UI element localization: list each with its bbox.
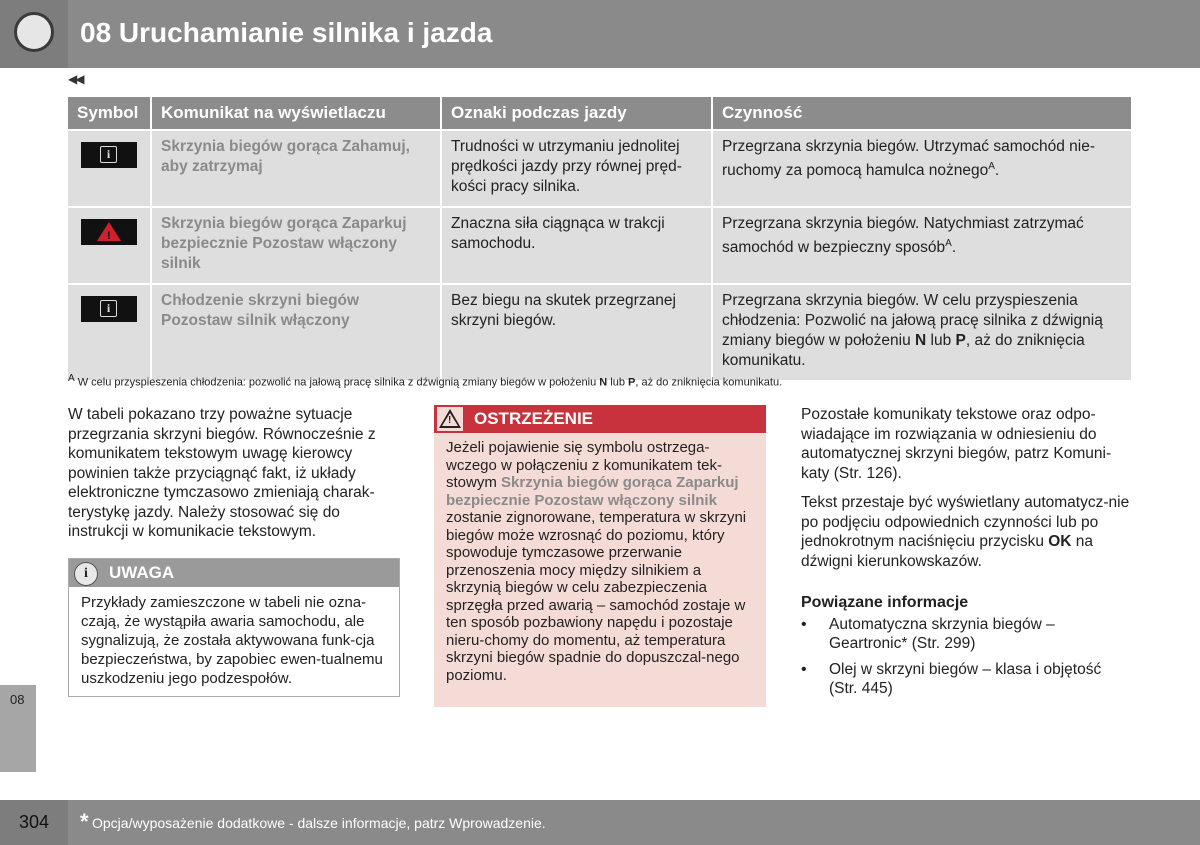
warning-header — [434, 405, 766, 433]
warning-title: OSTRZEŻENIE — [474, 409, 594, 428]
table-footnote: $^A$ W celu przyspieszenia chłodzenia: pozwolić na jałową pracę silnika z dźwignią zmiany biegów w położeniu N lub P, aż do zniknięcia komunikatu. — [68, 373, 783, 389]
table-row — [68, 284, 1131, 380]
warning-text: Jeżeli pojawienie się symbolu ostrzega-wczego w połączeniu z komunikatem tek-stowym Skrzynia biegów gorąca Zaparkuj bezpiecznie Pozostaw włączony silnik zostanie zignorowane, temperatura w skrzyni biegów może wzrosnąć do poziomu, który spowoduje tymczasowe przerwanie przenoszenia mocy między silnikiem a skrzynią biegów w celu zabezpieczenia sprzęgła przed awarią – samochód zostaje w ten sposób pozbawiony napędu i pozostaje nieru-chomy do momentu, aż temperatura skrzyni biegów spadnie do dopuszczal-nego poziomu. — [446, 439, 747, 684]
warning-triangle-icon — [97, 222, 121, 241]
signs-cell: Trudności w utrzymaniu jednolitej prędkości jazdy przy równej pręd-kości pracy silnika. — [441, 130, 712, 207]
chapter-icon-area — [0, 0, 68, 68]
symbol-cell — [68, 284, 151, 380]
message-cell: Skrzynia biegów gorąca Zaparkuj bezpiecznie Pozostaw włączony silnik — [151, 207, 441, 284]
footer-note: Opcja/wyposażenie dodatkowe - dalsze informacje, patrz Wprowadzenie. — [92, 815, 546, 831]
symbol-cell — [68, 207, 151, 284]
footnote-marker: A — [68, 373, 75, 384]
related-info-list — [801, 615, 1133, 699]
messages-reference-paragraph: Pozostałe komunikaty tekstowe oraz odpo-wiadające im rozwiązania w odniesieniu do automatycznej skrzyni biegów, patrz Komuni-katy (Str. 126). — [801, 406, 1112, 482]
signs-cell: Bez biegu na skutek przegrzanej skrzyni biegów. — [441, 284, 712, 380]
symbol-cell — [68, 130, 151, 207]
action-cell: Przegrzana skrzynia biegów. W celu przyspieszenia chłodzenia: Pozwolić na jałową pracę silnika z dźwignią zmiany biegów w położeniu N lub P, aż do zniknięcia komunikatu. — [712, 284, 1131, 380]
right-column — [801, 405, 1133, 705]
note-box — [68, 558, 400, 697]
intro-paragraph: W tabeli pokazano trzy poważne sytuacje przegrzania skrzyni biegów. Równocześnie z komunikatem tekstowym uwagę kierowcy powinien także przyciągnąć fakt, iż układy elektroniczne tymczasowo zmieniają charak-terystykę jazdy. Należy stosować się do instrukcji w komunikacie tekstowym. — [68, 406, 376, 540]
column-header-symbol: Symbol — [68, 97, 151, 130]
transmission-messages-table — [68, 97, 1131, 380]
column-header-action: Czynność — [712, 97, 1131, 130]
related-link-gearbox-oil[interactable]: • Olej w skrzyni biegów – klasa i objętość (Str. 445) — [801, 660, 1133, 699]
info-icon: i — [100, 300, 117, 317]
symbol-display — [81, 296, 137, 322]
signs-cell: Znaczna siła ciągnąca w trakcji samochodu. — [441, 207, 712, 284]
warning-box — [434, 405, 766, 707]
action-cell: Przegrzana skrzynia biegów. Natychmiast zatrzymać samochód w bezpieczny sposób$^A$. — [712, 207, 1131, 284]
warning-highlighted-message: Skrzynia biegów gorąca Zaparkuj bezpiecznie Pozostaw włączony silnik — [446, 474, 739, 509]
page-footer — [0, 800, 1200, 845]
action-cell: Przegrzana skrzynia biegów. Utrzymać samochód nie-ruchomy za pomocą hamulca nożnego$^A$. — [712, 130, 1131, 207]
footnote-ref: A — [945, 238, 952, 249]
message-cell: Chłodzenie skrzyni biegów Pozostaw silnik włączony — [151, 284, 441, 380]
warning-triangle-icon: ! — [437, 407, 463, 431]
message-cell: Skrzynia biegów gorąca Zahamuj, aby zatrzymaj — [151, 130, 441, 207]
table-row — [68, 207, 1131, 284]
page-number: 304 — [19, 812, 50, 832]
chapter-title: 08 Uruchamianie silnika i jazda — [80, 17, 493, 48]
table-row — [68, 130, 1131, 207]
asterisk-icon: * — [80, 809, 89, 834]
back-arrows-icon[interactable]: ◀◀ — [68, 72, 83, 86]
column-header-signs: Oznaki podczas jazdy — [441, 97, 712, 130]
text-disappears-paragraph: Tekst przestaje być wyświetlany automatycz-nie po podjęciu odpowiednich czynności lub po jednokrotnym naciśnięciu przycisku OK na dźwigni kierunkowskazów. — [801, 494, 1130, 570]
symbol-display — [81, 219, 137, 245]
related-link-geartronic[interactable]: • Automatyczna skrzynia biegów – Geartronic* (Str. 299) — [801, 615, 1133, 654]
info-icon: i — [100, 146, 117, 163]
related-info-title: Powiązane informacje — [801, 594, 969, 611]
note-text: Przykłady zamieszczone w tabeli nie ozna-czają, że wystąpiła awaria samochodu, ale sygnalizują, że została aktywowana funk-cja bezpieczeństwa, by zapobiec ewen-tualnemu uszkodzeniu jego podzespołów. — [81, 594, 383, 687]
info-icon: i — [74, 562, 98, 586]
note-header — [69, 559, 399, 587]
steering-wheel-icon — [14, 12, 54, 52]
column-header-message: Komunikat na wyświetlaczu — [151, 97, 441, 130]
symbol-display — [81, 142, 137, 168]
footnote-ref: A — [988, 161, 995, 172]
chapter-side-tab[interactable] — [0, 685, 36, 772]
ok-button-label: OK — [1048, 533, 1072, 550]
chapter-side-tab-label: 08 — [10, 692, 25, 707]
chapter-header — [0, 0, 1200, 68]
page-number-area — [0, 800, 68, 845]
note-title: UWAGA — [109, 563, 175, 582]
table-header-row — [68, 97, 1131, 130]
